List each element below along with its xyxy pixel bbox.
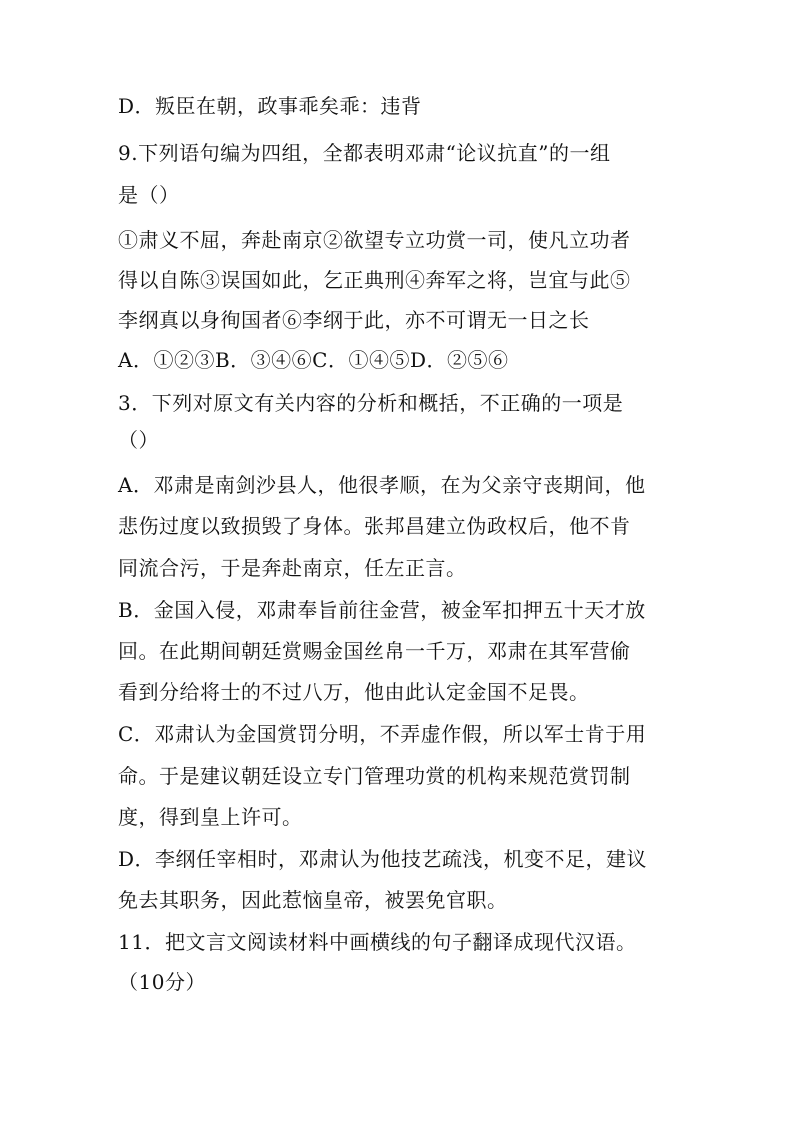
option-c-line-3: 度，得到皇上许可。: [118, 805, 303, 829]
question-11-points: （10分）: [118, 970, 206, 994]
option-d-line: D．叛臣在朝，政事乖矣乖：违背: [118, 94, 422, 118]
option-d2-line-1: D．李纲任宰相时，邓肃认为他技艺疏浅，机变不足，建议: [118, 847, 648, 871]
option-b-line-3: 看到分给将士的不过八万，他由此认定金国不足畏。: [118, 680, 590, 704]
option-d2-line-2: 免去其职务，因此惹恼皇帝，被罢免官职。: [118, 888, 508, 912]
option-b-line-1: B．金国入侵，邓肃奉旨前往金营，被金军扣押五十天才放: [118, 598, 646, 622]
question-9-items-1: ①肃义不屈，奔赴南京②欲望专立功赏一司，使凡立功者: [118, 228, 631, 252]
question-9-line-1: 9.下列语句编为四组，全都表明邓肃“论议抗直”的一组: [118, 141, 611, 165]
option-a-line-2: 悲伤过度以致损毁了身体。张邦昌建立伪政权后，他不肯: [118, 514, 631, 538]
question-3-line-1: 3．下列对原文有关内容的分析和概括，不正确的一项是: [118, 391, 624, 415]
question-3-line-2: （）: [118, 428, 159, 452]
option-c-line-1: C．邓肃认为金国赏罚分明，不弄虚作假，所以军士肯于用: [118, 722, 647, 746]
option-b-line-2: 回。在此期间朝廷赏赐金国丝帛一千万，邓肃在其军营偷: [118, 639, 631, 663]
option-c-line-2: 命。于是建议朝廷设立专门管理功赏的机构来规范赏罚制: [118, 764, 631, 788]
question-9-choices: A．①②③B．③④⑥C．①④⑤D．②⑤⑥: [118, 348, 509, 372]
question-9-items-3: 李纲真以身徇国者⑥李纲于此，亦不可谓无一日之长: [118, 308, 590, 332]
question-9-line-2: 是（）: [118, 183, 180, 207]
question-9-items-2: 得以自陈③误国如此，乞正典刑④奔军之将，岂宜与此⑤: [118, 268, 631, 292]
option-a-line-3: 同流合污，于是奔赴南京，任左正言。: [118, 556, 467, 580]
question-11-line-1: 11．把文言文阅读材料中画横线的句子翻译成现代汉语。: [118, 930, 637, 954]
option-a-line-1: A．邓肃是南剑沙县人，他很孝顺，在为父亲守丧期间，他: [118, 473, 646, 497]
